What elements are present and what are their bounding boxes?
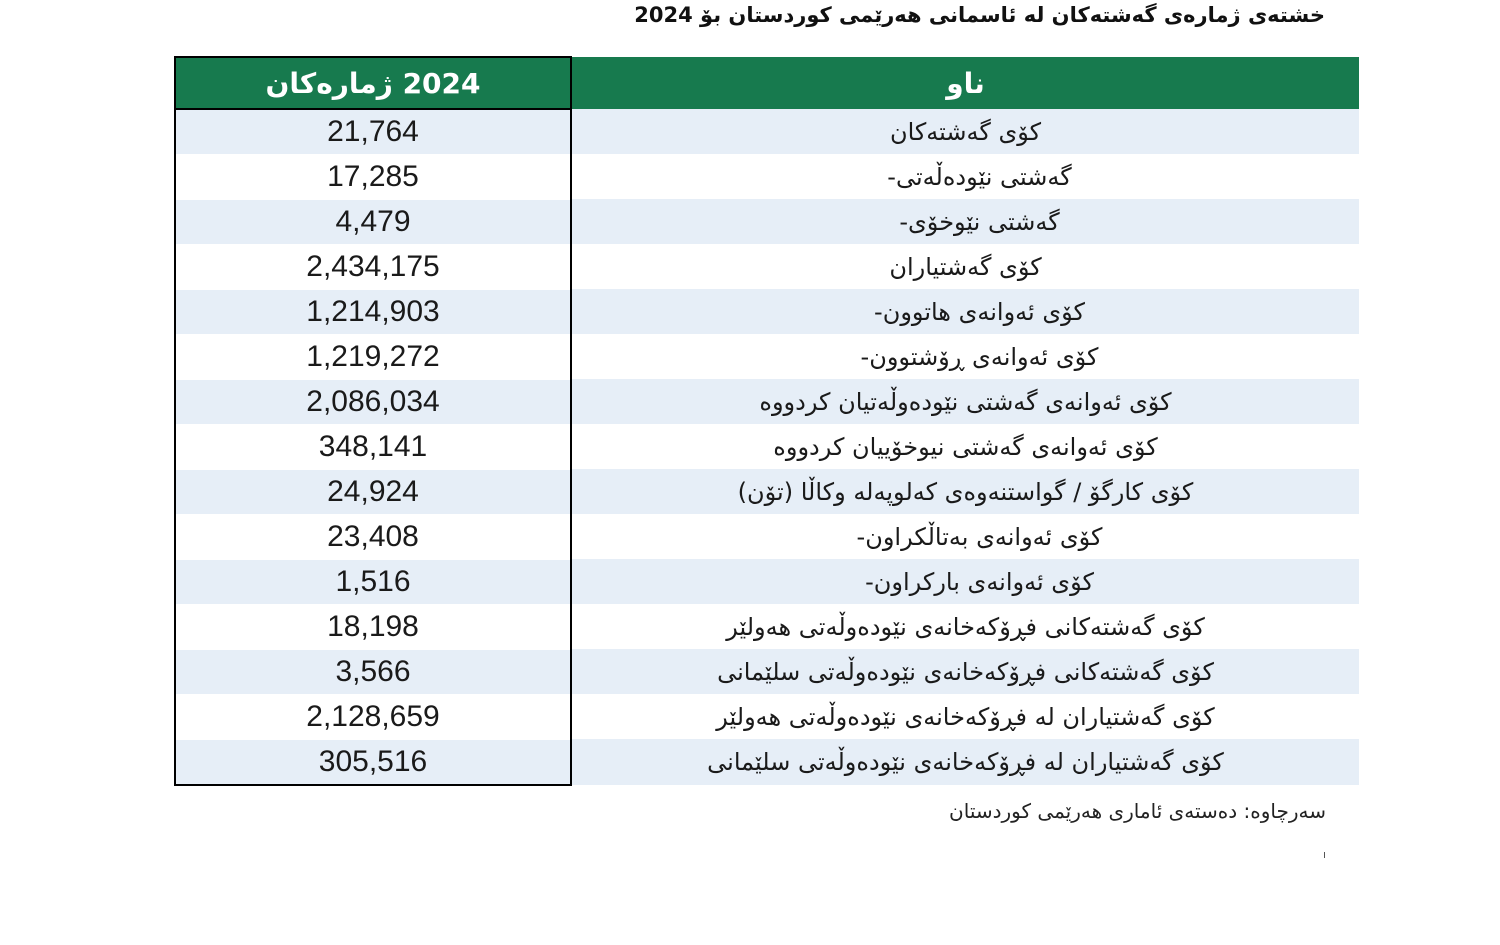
statistics-table-container: [174, 56, 1358, 786]
source-note: سەرچاوە: دەستەی ئاماری هەرێمی کوردستان: [949, 799, 1326, 823]
row-value: 2,434,175: [175, 245, 571, 290]
row-value: 23,408: [175, 515, 571, 560]
sub-item-dash: -: [856, 523, 866, 551]
row-value: 3,566: [175, 650, 571, 695]
table-row: [175, 695, 1359, 740]
row-value: 1,516: [175, 560, 571, 605]
table-row: [175, 335, 1359, 380]
table-row: [175, 470, 1359, 515]
row-name: کۆی گەشتەکانی فڕۆکەخانەی نێودەوڵەتی هەولێر: [726, 613, 1205, 641]
table-row: [175, 290, 1359, 335]
row-name-cell: [571, 200, 1359, 245]
row-name: کۆی کارگۆ / گواستنەوەی کەلوپەلە وکاڵا (تۆن): [737, 478, 1194, 506]
row-value: 1,214,903: [175, 290, 571, 335]
page-title: خشتەی ژمارەی گەشتەکان لە ئاسمانی هەرێمی کوردستان بۆ 2024: [634, 3, 1325, 27]
sub-item-dash: -: [860, 343, 870, 371]
table-row: [175, 380, 1359, 425]
row-name-cell: [571, 740, 1359, 786]
row-name: کۆی گەشتەکان: [889, 117, 1042, 146]
row-name-cell: [571, 155, 1359, 200]
row-value: 4,479: [175, 200, 571, 245]
row-name: کۆی گەشتیاران لە فڕۆکەخانەی نێودەوڵەتی هەولێر: [716, 703, 1215, 731]
table-row: [175, 650, 1359, 695]
table-row: [175, 245, 1359, 290]
row-value: 2,086,034: [175, 380, 571, 425]
row-name-cell: [571, 695, 1359, 740]
row-name: کۆی ئەوانەی بەتاڵکراون: [865, 523, 1103, 551]
row-name-cell: [571, 425, 1359, 470]
row-name: کۆی ئەوانەی گەشتی نێودەوڵەتیان کردووە: [759, 388, 1172, 416]
table-row: [175, 515, 1359, 560]
stray-tick-mark: [1324, 852, 1325, 858]
table-header-row: [175, 57, 1359, 109]
sub-item-dash: -: [874, 298, 883, 326]
table-row: [175, 200, 1359, 245]
table-row: [175, 740, 1359, 786]
row-value: 17,285: [175, 155, 571, 200]
row-name: کۆی ئەوانەی بارکراون: [873, 568, 1094, 596]
row-name-cell: [571, 470, 1359, 515]
table-row: [175, 605, 1359, 650]
row-name: کۆی گەشتیاران: [889, 253, 1042, 281]
row-value: 21,764: [175, 109, 571, 155]
row-name: کۆی گەشتەکانی فڕۆکەخانەی نێودەوڵەتی سلێمانی: [717, 658, 1214, 686]
row-name-cell: [571, 515, 1359, 560]
row-name-cell: [571, 560, 1359, 605]
row-name: کۆی ئەوانەی هاتوون: [882, 298, 1085, 326]
table-row: [175, 425, 1359, 470]
sub-item-dash: -: [899, 208, 909, 236]
row-value: 305,516: [175, 740, 571, 786]
row-value: 18,198: [175, 605, 571, 650]
row-name-cell: [571, 380, 1359, 425]
row-name: کۆی ئەوانەی گەشتی نیوخۆییان کردووە: [773, 433, 1158, 461]
column-header-name: ناو: [571, 57, 1359, 109]
sub-item-dash: -: [865, 568, 874, 596]
row-value: 348,141: [175, 425, 571, 470]
column-header-values: 2024 ژمارەکان: [175, 57, 571, 109]
row-name-cell: [571, 245, 1359, 290]
row-value: 24,924: [175, 470, 571, 515]
row-name-cell: [571, 650, 1359, 695]
table-row: [175, 109, 1359, 155]
row-name-cell: [571, 109, 1359, 155]
row-name-cell: [571, 335, 1359, 380]
statistics-table: [174, 56, 1359, 786]
table-row: [175, 560, 1359, 605]
sub-item-dash: -: [887, 163, 896, 191]
row-name-cell: [571, 290, 1359, 335]
row-name: گەشتی نێودەڵەتی: [895, 163, 1072, 191]
row-value: 1,219,272: [175, 335, 571, 380]
row-name-cell: [571, 605, 1359, 650]
row-name: کۆی ئەوانەی ڕۆشتوون: [869, 343, 1099, 371]
row-value: 2,128,659: [175, 695, 571, 740]
table-row: [175, 155, 1359, 200]
row-name: کۆی گەشتیاران لە فڕۆکەخانەی نێودەوڵەتی سلێمانی: [707, 748, 1224, 777]
row-name: گەشتی نێوخۆی: [908, 208, 1060, 236]
